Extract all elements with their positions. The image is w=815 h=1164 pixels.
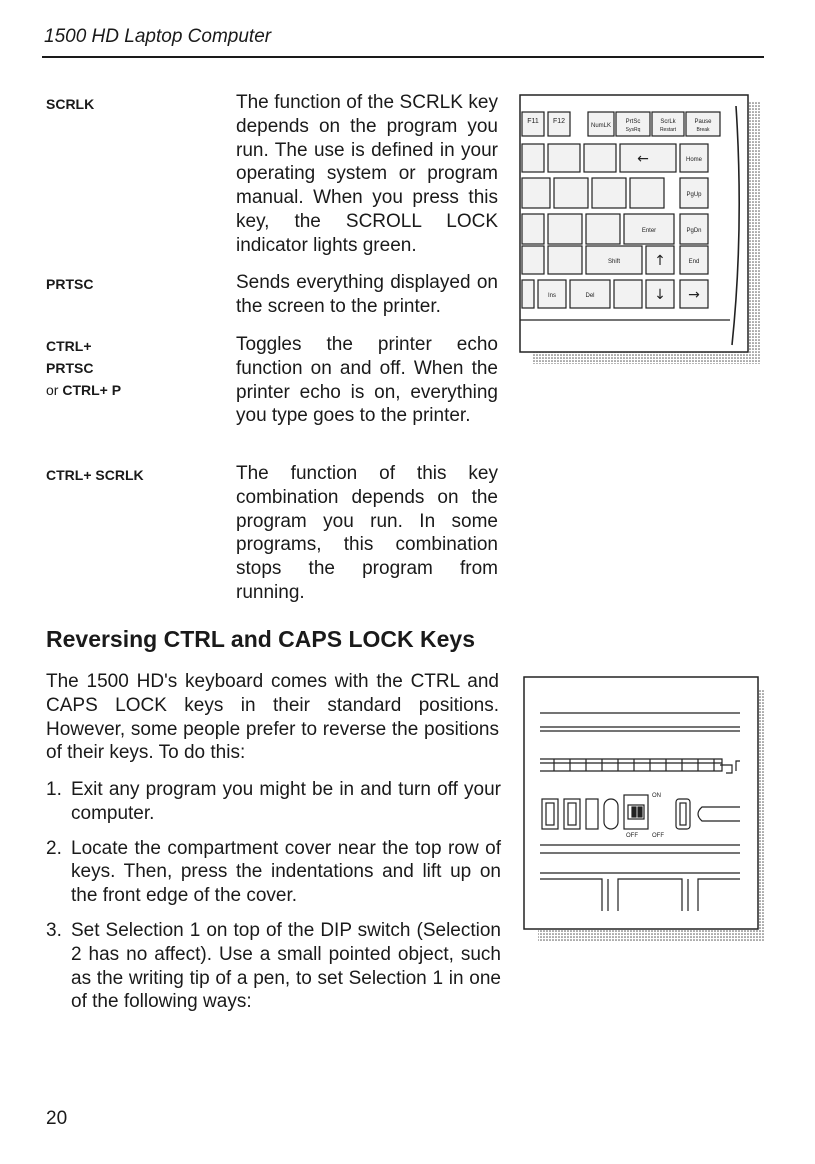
dip-switch-illustration bbox=[522, 675, 767, 945]
key-label-del: Del bbox=[585, 293, 595, 299]
key-alternative bbox=[46, 379, 121, 401]
arrow-up-icon: ↑ bbox=[654, 253, 666, 269]
key-description-prtsc bbox=[236, 271, 498, 319]
key-label-end: End bbox=[688, 259, 700, 265]
section-intro: The 1500 HD's keyboard comes with the CTRL and CAPS LOCK keys in their standard positions. However, some people prefer to reverse the positions of their keys. To do this: bbox=[46, 671, 499, 764]
key-label-prtsc: PrtSc bbox=[625, 119, 641, 125]
key-label-sysrq: SysRq bbox=[625, 127, 641, 133]
list-item bbox=[46, 919, 501, 1014]
description-text: Toggles the printer echo function on and off. When the printer echo is on, everything you type goes to the printer. bbox=[236, 334, 498, 427]
key-label-pgdn: PgDn bbox=[686, 228, 702, 234]
key-description-ctrl-scrlk bbox=[236, 462, 498, 605]
step-text: Exit any program you might be in and turn off your computer. bbox=[71, 779, 501, 824]
header-title: 1500 HD Laptop Computer bbox=[44, 26, 272, 47]
description-text: The function of this key combination depends on the program you run. In some programs, this combination stops the program from running. bbox=[236, 463, 498, 603]
figure-frame bbox=[524, 677, 758, 929]
key-description-scrlk bbox=[236, 91, 498, 258]
key-line: CTRL+ bbox=[46, 338, 92, 354]
arrow-right-icon: → bbox=[688, 287, 700, 303]
step-text: Locate the compartment cover near the top row of keys. Then, press the indentations and lift up on the front edge of the cover. bbox=[71, 837, 501, 907]
key-name-scrlk: SCRLK bbox=[46, 96, 95, 112]
key-label-pgup: PgUp bbox=[686, 192, 702, 198]
steps-list bbox=[46, 778, 501, 1025]
keyboard-illustration bbox=[518, 90, 764, 370]
key-name-ctrl-scrlk: CTRL+ SCRLK bbox=[46, 467, 144, 483]
dip-on-label: ON bbox=[652, 793, 661, 799]
key-label-numlk: NumLK bbox=[590, 123, 612, 129]
key-description-ctrl-prtsc bbox=[236, 333, 498, 428]
key-label-pause: Pause bbox=[694, 119, 712, 125]
key-label-break: Break bbox=[696, 127, 710, 133]
key-or-prefix: or bbox=[46, 382, 59, 398]
key-label-home: Home bbox=[685, 157, 703, 163]
dip-off-label: OFF bbox=[626, 833, 638, 839]
key-line: PRTSC bbox=[46, 360, 94, 376]
description-text: The function of the SCRLK key depends on the program you run. The use is defined in your operating system or program manual. When you press this key, the SCROLL LOCK indicator lights green. bbox=[236, 92, 498, 256]
description-text: Sends everything displayed on the screen to the printer. bbox=[236, 272, 498, 317]
arrow-left-icon: ← bbox=[637, 151, 649, 167]
key-label-shift: Shift bbox=[607, 259, 621, 265]
key-label-f11: F11 bbox=[527, 118, 539, 125]
key-label-ins: Ins bbox=[547, 293, 557, 299]
key-label-restart: Restart bbox=[659, 127, 677, 133]
page-number: 20 bbox=[46, 1108, 68, 1129]
key-label-enter: Enter bbox=[641, 228, 657, 234]
key-name-ctrl-prtsc bbox=[46, 335, 121, 401]
step-number: 1. bbox=[46, 779, 62, 800]
key-name-prtsc: PRTSC bbox=[46, 276, 94, 292]
section-title: Reversing CTRL and CAPS LOCK Keys bbox=[46, 626, 476, 652]
arrow-down-icon: ↓ bbox=[654, 287, 666, 303]
step-number: 3. bbox=[46, 919, 62, 941]
key-or: CTRL+ P bbox=[62, 382, 122, 398]
key-label-scrlk: ScrLk bbox=[660, 119, 676, 125]
step-number: 2. bbox=[46, 837, 62, 859]
step-text: Set Selection 1 on top of the DIP switch (Selection 2 has no affect). Use a small pointed object, such as the writing tip of a pen, to set Selection 1 in one of the following ways: bbox=[71, 919, 501, 1013]
dip-off-label-2: OFF bbox=[652, 833, 664, 839]
list-item bbox=[46, 837, 501, 908]
key-label-f12: F12 bbox=[552, 118, 566, 125]
header-rule bbox=[42, 56, 764, 58]
list-item bbox=[46, 778, 501, 826]
